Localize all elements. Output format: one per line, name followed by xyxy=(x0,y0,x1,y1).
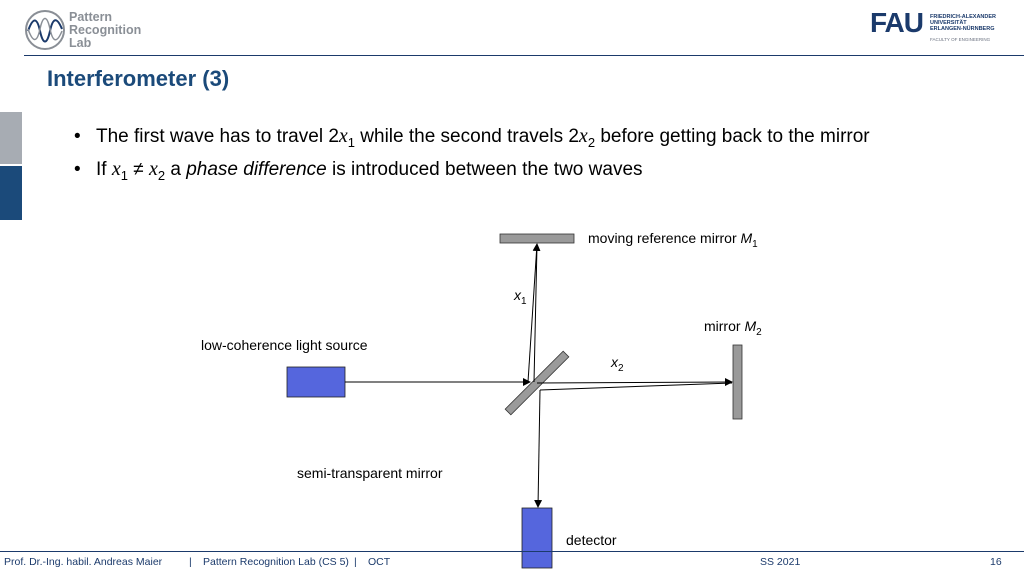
beam-splitter-to-detector xyxy=(538,390,540,507)
bullet-text: If xyxy=(96,158,112,180)
footer-separator: | xyxy=(354,556,357,568)
lab-logo-text: Pattern Recognition Lab xyxy=(69,10,142,50)
subscript: 1 xyxy=(120,167,128,183)
subscript: 2 xyxy=(157,167,166,183)
beam-m2-to-splitter xyxy=(540,383,732,390)
emphasis: phase difference xyxy=(186,158,327,180)
variable: x xyxy=(148,157,158,180)
x1-label: $x_1$ xyxy=(514,287,527,307)
light-source xyxy=(287,367,345,397)
detector-label: detector xyxy=(566,532,617,548)
footer-author: Prof. Dr.-Ing. habil. Andreas Maier xyxy=(4,556,163,568)
mirror-m2 xyxy=(733,345,742,419)
variable: x xyxy=(338,125,348,147)
subscript: 2 xyxy=(587,134,596,150)
bullet-text: is introduced between the two waves xyxy=(326,158,643,180)
faculty-name: FACULTY OF ENGINEERING xyxy=(930,37,991,42)
university-name: FRIEDRICH-ALEXANDER UNIVERSITÄT ERLANGEN-NÜRNBERG xyxy=(930,14,996,32)
variable: x xyxy=(111,157,121,180)
variable: x xyxy=(578,125,588,147)
fau-mark: FAU xyxy=(870,7,923,38)
footer-semester: SS 2021 xyxy=(760,556,801,568)
footer-divider xyxy=(0,551,1024,552)
x2-label: $x_2$ xyxy=(611,354,624,374)
page-number: 16 xyxy=(990,556,1002,568)
not-equal-sign: ≠ xyxy=(127,158,149,180)
footer-topic: OCT xyxy=(368,556,391,568)
bullet-dot: • xyxy=(74,126,81,147)
detector xyxy=(522,508,552,568)
bullet-text: a xyxy=(165,158,187,180)
semi-transparent-mirror-label: semi-transparent mirror xyxy=(297,465,443,481)
bullet-text: before getting back to the mirror xyxy=(595,126,870,147)
bullet-dot: • xyxy=(74,158,81,180)
subscript: 1 xyxy=(347,134,356,150)
footer-separator: | xyxy=(189,556,192,568)
light-source-label: low-coherence light source xyxy=(201,337,368,353)
moving-mirror-label: moving reference mirror $M_1$ xyxy=(588,230,758,250)
beam-splitter-to-m2 xyxy=(537,382,732,383)
bullet-text: while the second travels 2 xyxy=(355,126,579,147)
moving-reference-mirror xyxy=(500,234,574,243)
slide-title: Interferometer (3) xyxy=(47,66,230,91)
bullet-text: The first wave has to travel 2 xyxy=(96,126,339,147)
mirror-m2-label: mirror $M_2$ xyxy=(704,318,762,338)
footer-lab: Pattern Recognition Lab (CS 5) xyxy=(203,556,349,568)
